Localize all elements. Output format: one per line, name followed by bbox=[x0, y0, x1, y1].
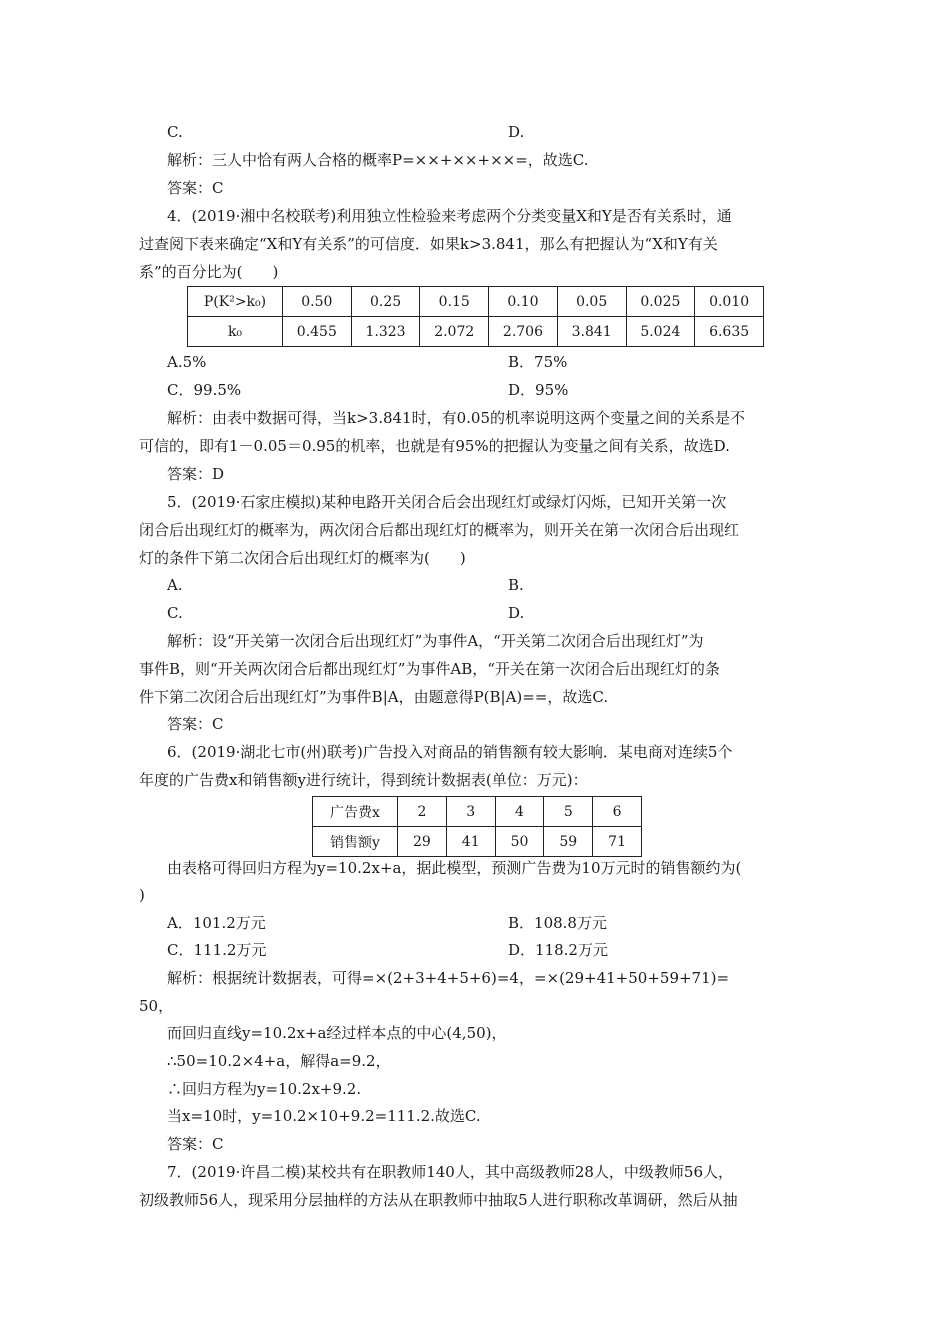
q4-analysis-line: 解析：由表中数据可得，当k>3.841时，有0.05的机率说明这两个变量之间的关系是不 bbox=[167, 409, 746, 427]
q6-stem-line: 6．(2019·湖北七市(州)联考)广告投入对商品的销售额有较大影响．某电商对连续5个 bbox=[167, 743, 733, 761]
q5-answer: 答案：C bbox=[167, 715, 224, 733]
table-row bbox=[188, 287, 764, 317]
table-cell: 2 bbox=[398, 797, 447, 827]
table-cell: 29 bbox=[398, 827, 447, 857]
q6-stem-line: 年度的广告费x和销售额y进行统计，得到统计数据表(单位：万元)： bbox=[139, 771, 588, 789]
table-cell: 50 bbox=[495, 827, 544, 857]
q4-stem-line: 4．(2019·湘中名校联考)利用独立性检验来考虑两个分类变量X和Y是否有关系时，通 bbox=[167, 207, 732, 225]
q6-analysis-line: ∴50=10.2×4+a，解得a=9.2， bbox=[167, 1052, 391, 1070]
table-cell: 59 bbox=[544, 827, 593, 857]
table-row bbox=[313, 797, 642, 827]
table-cell: 3 bbox=[446, 797, 495, 827]
table-cell: 2.072 bbox=[420, 317, 489, 347]
table-cell: 0.05 bbox=[557, 287, 626, 317]
table-cell: 2.706 bbox=[489, 317, 558, 347]
q6-option-d: D．118.2万元 bbox=[508, 941, 608, 959]
table-cell: 4 bbox=[495, 797, 544, 827]
table-cell: 0.010 bbox=[695, 287, 764, 317]
q4-stem-line: 过查阅下表来确定“X和Y有关系”的可信度．如果k>3.841，那么有把握认为“X和Y有关 bbox=[139, 235, 718, 253]
q6-option-b: B．108.8万元 bbox=[508, 914, 607, 932]
q5-option-c: C. bbox=[167, 604, 183, 622]
q4-option-a: A.5% bbox=[167, 353, 207, 371]
table-header-cell: P(K²>k₀) bbox=[188, 287, 283, 317]
table-cell: 0.15 bbox=[420, 287, 489, 317]
q4-option-d: D．95% bbox=[508, 381, 569, 399]
q6-stem2-line: ) bbox=[139, 886, 145, 904]
table-header-cell: k₀ bbox=[188, 317, 283, 347]
q5-analysis-line: 件下第二次闭合后出现红灯”为事件B|A，由题意得P(B|A)==，故选C. bbox=[139, 688, 609, 706]
q5-stem-line: 5．(2019·石家庄模拟)某种电路开关闭合后会出现红灯或绿灯闪烁，已知开关第一次 bbox=[167, 493, 727, 511]
q6-analysis-line: 当x=10时，y=10.2×10+9.2=111.2.故选C. bbox=[167, 1107, 481, 1125]
q3-analysis: 解析：三人中恰有两人合格的概率P=××+××+××=，故选C. bbox=[167, 151, 589, 169]
table-header-cell: 销售额y bbox=[313, 827, 398, 857]
table-cell: 5.024 bbox=[626, 317, 695, 347]
table-row bbox=[313, 827, 642, 857]
q5-analysis-line: 解析：设“开关第一次闭合后出现红灯”为事件A，“开关第二次闭合后出现红灯”为 bbox=[167, 632, 704, 650]
q5-analysis-line: 事件B，则“开关两次闭合后都出现红灯”为事件AB，“开关在第一次闭合后出现红灯的条 bbox=[139, 660, 720, 678]
q6-statistics-table bbox=[312, 796, 642, 857]
table-cell: 0.10 bbox=[489, 287, 558, 317]
table-cell: 6.635 bbox=[695, 317, 764, 347]
q5-option-a: A. bbox=[167, 576, 183, 594]
q6-analysis-line: 而回归直线y=10.2x+a经过样本点的中心(4,50)， bbox=[167, 1024, 507, 1042]
q3-answer: 答案：C bbox=[167, 179, 224, 197]
table-cell: 1.323 bbox=[351, 317, 420, 347]
q4-answer: 答案：D bbox=[167, 465, 225, 483]
q4-stem-line: 系”的百分比为( ) bbox=[139, 263, 279, 281]
q6-analysis-line: 解析：根据统计数据表，可得=×(2+3+4+5+6)=4，=×(29+41+50+59+71)= bbox=[167, 969, 730, 987]
q5-stem-line: 灯的条件下第二次闭合后出现红灯的概率为( ) bbox=[139, 549, 466, 567]
q4-option-b: B．75% bbox=[508, 353, 568, 371]
table-cell: 0.50 bbox=[283, 287, 352, 317]
table-cell: 0.025 bbox=[626, 287, 695, 317]
q6-analysis-line: ∴回归方程为y=10.2x+9.2. bbox=[167, 1080, 362, 1098]
q5-option-b: B. bbox=[508, 576, 524, 594]
table-cell: 3.841 bbox=[557, 317, 626, 347]
q4-option-c: C．99.5% bbox=[167, 381, 242, 399]
q3-option-d: D. bbox=[508, 123, 525, 141]
q4-critical-value-table bbox=[187, 286, 764, 347]
q6-answer: 答案：C bbox=[167, 1135, 224, 1153]
table-cell: 5 bbox=[544, 797, 593, 827]
table-cell: 0.455 bbox=[283, 317, 352, 347]
q6-stem2-line: 由表格可得回归方程为y=10.2x+a，据此模型，预测广告费为10万元时的销售额约为( bbox=[167, 859, 742, 877]
q6-analysis-line: 50， bbox=[139, 997, 174, 1015]
table-row bbox=[188, 317, 764, 347]
table-header-cell: 广告费x bbox=[313, 797, 398, 827]
q3-option-c: C. bbox=[167, 123, 183, 141]
table-cell: 41 bbox=[446, 827, 495, 857]
q6-option-c: C．111.2万元 bbox=[167, 941, 267, 959]
q4-analysis-line: 可信的，即有1－0.05＝0.95的机率，也就是有95%的把握认为变量之间有关系，故选D. bbox=[139, 437, 730, 455]
q6-option-a: A．101.2万元 bbox=[167, 914, 266, 932]
q5-option-d: D. bbox=[508, 604, 525, 622]
q5-stem-line: 闭合后出现红灯的概率为，两次闭合后都出现红灯的概率为，则开关在第一次闭合后出现红 bbox=[139, 521, 740, 539]
table-cell: 6 bbox=[593, 797, 642, 827]
table-cell: 0.25 bbox=[351, 287, 420, 317]
q7-stem-line: 7．(2019·许昌二模)某校共有在职教师140人，其中高级教师28人，中级教师56人， bbox=[167, 1163, 733, 1181]
table-cell: 71 bbox=[593, 827, 642, 857]
q7-stem-line: 初级教师56人，现采用分层抽样的方法从在职教师中抽取5人进行职称改革调研，然后从抽 bbox=[139, 1191, 738, 1209]
